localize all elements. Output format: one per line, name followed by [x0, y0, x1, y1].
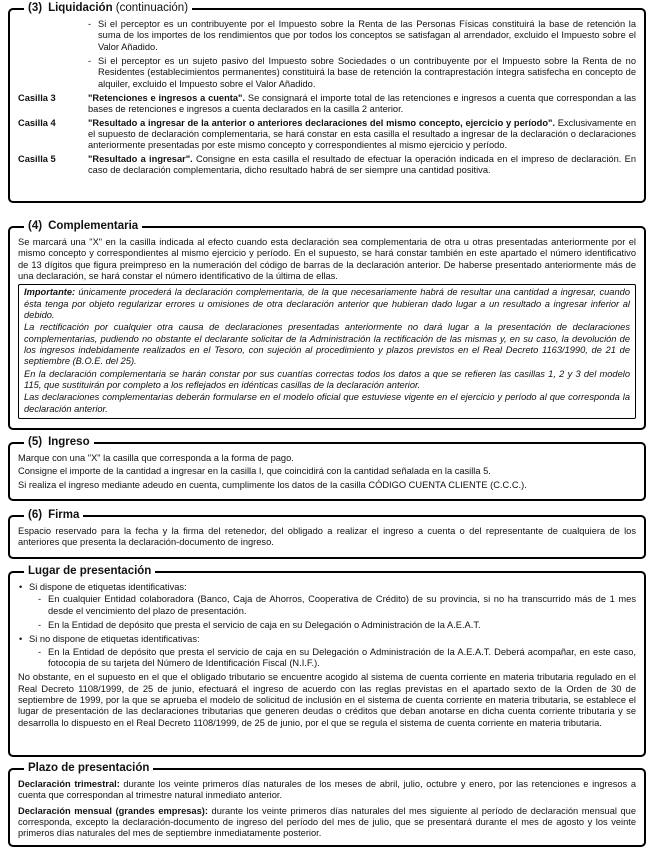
list-item: - En la Entidad de depósito que presta el servicio de caja en su Delegación o Administración de la A.E.A.T. Deberá acompañar, en este caso, fotocopia de su tarjeta del Número de Identificación Fiscal (N.I.F.).	[38, 647, 636, 670]
casilla-heading: "Resultado a ingresar".	[88, 153, 193, 164]
section-number: (3)	[28, 2, 43, 14]
base-retencion-list	[18, 19, 636, 90]
note: La rectificación por cualquier otra causa de declaraciones presentadas anteriormente no dará lugar a la presentación de declaraciones complementarias, pudiendo no obstante el declarante solicitar de la Administración la rectificación de las mismas y, en su caso, la devolución de los ingresos indebidamente realizados en el Tesoro, con sujeción al procedimiento y plazos previstos en el Real Decreto 1163/1990, de 21 de septiembre (B.O.E. del 25).	[24, 322, 630, 367]
si-dispone-list	[18, 594, 636, 631]
mensual-text: durante los veinte primeros días naturales del mes siguiente al período de declaración mensual que corresponda, excepto la declaración-documento de ingreso del período del mes de julio, que se presentará durante el mes de agosto y los veinte primeros días naturales del mes de septiembre inmediatamente posterior.	[18, 805, 636, 839]
complementaria-intro: Se marcará una "X" en la casilla indicada al efecto cuando esta declaración sea complementaria de otra u otras presentadas anteriormente por el mismo concepto y correspondientes al mismo ejercicio y período. En el supuesto, se hará constar también en este apartado el número identificativo de 13 dígitos que figura preimpreso en la numeración del código de barras de la declaración anterior. De haberse presentado anteriormente más de una declaración, se hará constar el número identificativo de la última de ellas.	[18, 237, 636, 281]
section-title-text: Lugar de presentación	[28, 565, 152, 577]
si-dispone-heading: • Si dispone de etiquetas identificativas:	[18, 582, 636, 593]
list-item: - En cualquier Entidad colaboradora (Banco, Caja de Ahorros, Cooperativa de Crédito) de su provincia, si no ha transcurrido más de 1 mes desde el vencimiento del plazo de presentación.	[38, 594, 636, 617]
importante-text: únicamente procederá la declaración complementaria, de la que necesariamente habrá de resultar una cantidad a ingresar, cuando ésta tenga por objeto regularizar errores u omisiones de otra declaración anterior que hubieran dado lugar a un resultado a ingresar inferior al debido.	[24, 287, 630, 320]
casilla-label: Casilla 5	[18, 153, 56, 164]
section-title	[24, 508, 83, 522]
casilla-text: Consigne en esta casilla el resultado de efectuar la operación indicada en el impreso de declaración. En caso de declaración complementaria, dicho resultado habrá de ser siempre una cantidad positiva.	[88, 153, 636, 175]
note: Las declaraciones complementarias deberán formularse en el modelo oficial que estuviese vigente en el ejercicio y período al que corresponda la declaración anterior.	[24, 392, 630, 414]
firma-text: Espacio reservado para la fecha y la firma del retenedor, del obligado a realizar el ingreso a cuenta o del representante de cualquiera de los anteriores que presenta la declaración-documento de ingreso.	[18, 526, 636, 548]
section-title-text: Liquidación	[48, 2, 113, 14]
casilla-label: Casilla 4	[18, 117, 56, 128]
section-firma	[8, 509, 646, 559]
casilla-heading: "Resultado a ingresar de la anterior o anteriores declaraciones del mismo concepto, ejercicio y período".	[88, 117, 556, 128]
lugar-final-text: No obstante, en el supuesto en el que el obligado tributario se encuentre acogido al sistema de cuenta corriente en materia tributaria regulado en el Real Decreto 1108/1999, de 25 de junio, efectuará el ingreso de acuerdo con las reglas previstas en el apartado sexto de la Orden de 30 de septiembre de 1999, por la que se aprueba el modelo de solicitud de inclusión en el sistema de cuenta corriente en materia tributaria, se establece el lugar de presentación de las declaraciones tributarias que generen deudas o créditos que deban anotarse en dicha cuenta corriente tributaria y se desarrolla lo dispuesto en el Real Decreto 1108/1999, de 25 de junio, por el que se regula el sistema de cuenta corriente en materia tributaria.	[18, 672, 636, 728]
ingreso-line: Si realiza el ingreso mediante adeudo en cuenta, cumplimente los datos de la casilla CÓDIGO CUENTA CLIENTE (C.C.C.).	[18, 479, 527, 490]
list-item: - Si el perceptor es un sujeto pasivo del Impuesto sobre Sociedades o un contribuyente por el Impuesto sobre la Renta de no Residentes (establecimientos permanentes) constituirá la base de retención la contraprestación íntegra satisfecha en concepto de alquiler, excluido el Impuesto sobre el Valor Añadido.	[88, 56, 636, 90]
section-title	[24, 1, 192, 15]
section-title-text: Plazo de presentación	[28, 762, 150, 774]
ingreso-line: Consigne el importe de la cantidad a ingresar en la casilla I, que coincidirá con la cantidad señalada en la casilla 5.	[18, 466, 491, 477]
section-number: (6)	[28, 509, 43, 521]
section-ingreso	[8, 436, 646, 501]
no-dispone-heading: • Si no dispone de etiquetas identificativas:	[18, 634, 636, 645]
casilla-heading: "Retenciones e ingresos a cuenta".	[88, 92, 246, 103]
section-title	[24, 435, 94, 449]
list-item: - En la Entidad de depósito que presta el servicio de caja en su Delegación o Administración de la A.E.A.T.	[38, 620, 636, 631]
casilla-4	[18, 118, 636, 152]
note: En la declaración complementaria se harán constar por sus cuantías correctas todos los datos a que se refieren las casillas 1, 2 y 3 del modelo 115, que sustituirán por completo a los reflejados en idénticas casillas de la declaración anterior.	[24, 368, 630, 390]
no-dispone-list	[18, 647, 636, 670]
section-title-text: Ingreso	[48, 436, 90, 448]
list-item: - Si el perceptor es un contribuyente por el Impuesto sobre la Renta de las Personas Físicas constituirá la base de retención la suma de los importes de los rendimientos que por todos los conceptos se satisfagan al arrendador, excluido el Impuesto sobre el Valor Añadido.	[88, 19, 636, 53]
trimestral-label: Declaración trimestral:	[18, 779, 120, 789]
importante-label: Importante:	[24, 287, 76, 298]
importante-box	[18, 284, 636, 419]
casilla-5	[18, 154, 636, 177]
ingreso-line: Marque con una "X" la casilla que corresponda a la forma de pago.	[18, 453, 294, 463]
mensual-label: Declaración mensual (grandes empresas):	[18, 805, 208, 816]
section-number: (5)	[28, 436, 43, 448]
section-number: (4)	[28, 220, 43, 232]
casilla-text: Se consignará el importe total de las retenciones e ingresos a cuenta que correspondan a las bases de retenciones e ingresos a cuenta declarados en la casilla 2 anterior.	[88, 92, 637, 115]
section-lugar-presentacion	[8, 565, 646, 757]
section-title	[24, 564, 155, 578]
section-title-text: Complementaria	[48, 220, 139, 232]
casilla-label: Casilla 3	[18, 92, 56, 103]
section-liquidacion	[8, 2, 646, 203]
section-complementaria	[8, 220, 646, 430]
section-subtitle: (continuación)	[115, 2, 189, 14]
trimestral-text: durante los veinte primeros días naturales de los meses de abril, julio, octubre y enero, por las retenciones e ingresos a cuenta que correspondan al trimestre natural inmediato anterior.	[18, 779, 636, 801]
casilla-text: Exclusivamente en el supuesto de declaración complementaria, se hará constar en esta casilla el resultado a ingresar de la declaración o declaraciones anteriormente presentadas por este mismo concepto y correspondientes al mismo ejercicio y período.	[88, 117, 636, 151]
section-plazo-presentacion	[8, 762, 646, 847]
section-title	[24, 761, 153, 775]
section-title-text: Firma	[48, 509, 80, 521]
section-title	[24, 219, 142, 233]
casilla-3	[18, 93, 636, 116]
